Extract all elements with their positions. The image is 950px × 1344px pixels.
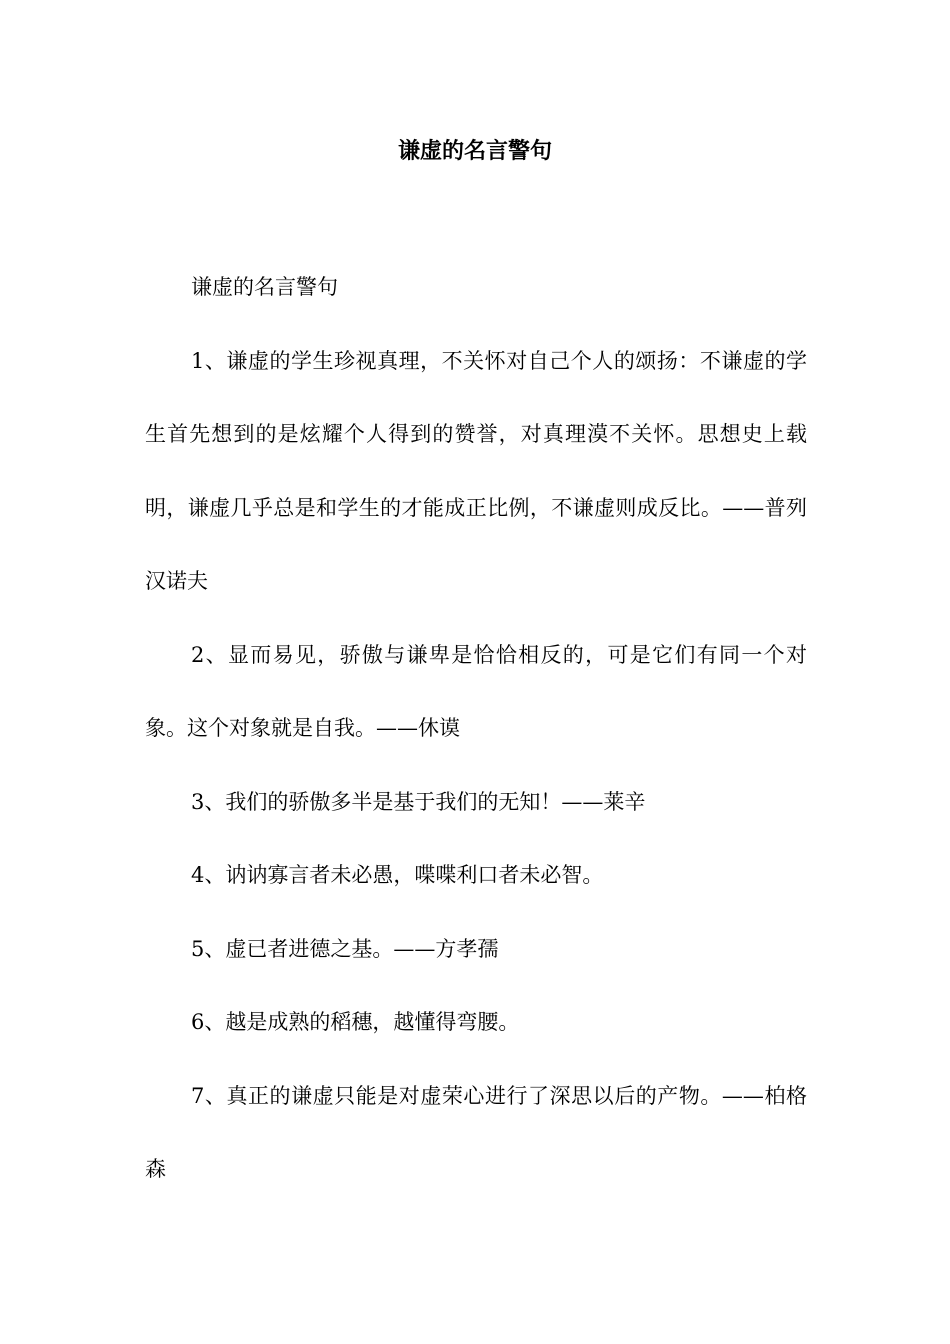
quote-1: 1、谦虚的学生珍视真理，不关怀对自己个人的颂扬：不谦虚的学生首先想到的是炫耀个人得到的赞誉，对真理漠不关怀。思想史上载明，谦虚几乎总是和学生的才能成正比例，不谦虚则成反比。——普列汉诺夫 xyxy=(145,348,807,593)
paragraph-heading: 谦虚的名言警句 xyxy=(191,275,338,299)
quote-7: 7、真正的谦虚只能是对虚荣心进行了深思以后的产物。——柏格森 xyxy=(145,1083,807,1181)
document-title: 谦虚的名言警句 xyxy=(397,138,552,164)
quote-3: 3、我们的骄傲多半是基于我们的无知！——莱辛 xyxy=(191,789,646,814)
document-body xyxy=(145,251,807,1207)
quote-2: 2、显而易见，骄傲与谦卑是恰恰相反的，可是它们有同一个对象。这个对象就是自我。——休谟 xyxy=(145,642,807,740)
quote-6: 6、越是成熟的稻穗，越懂得弯腰。 xyxy=(191,1010,520,1034)
quote-4: 4、讷讷寡言者未必愚，喋喋利口者未必智。 xyxy=(191,863,604,887)
quote-5: 5、虚已者进德之基。——方孝孺 xyxy=(191,936,499,961)
